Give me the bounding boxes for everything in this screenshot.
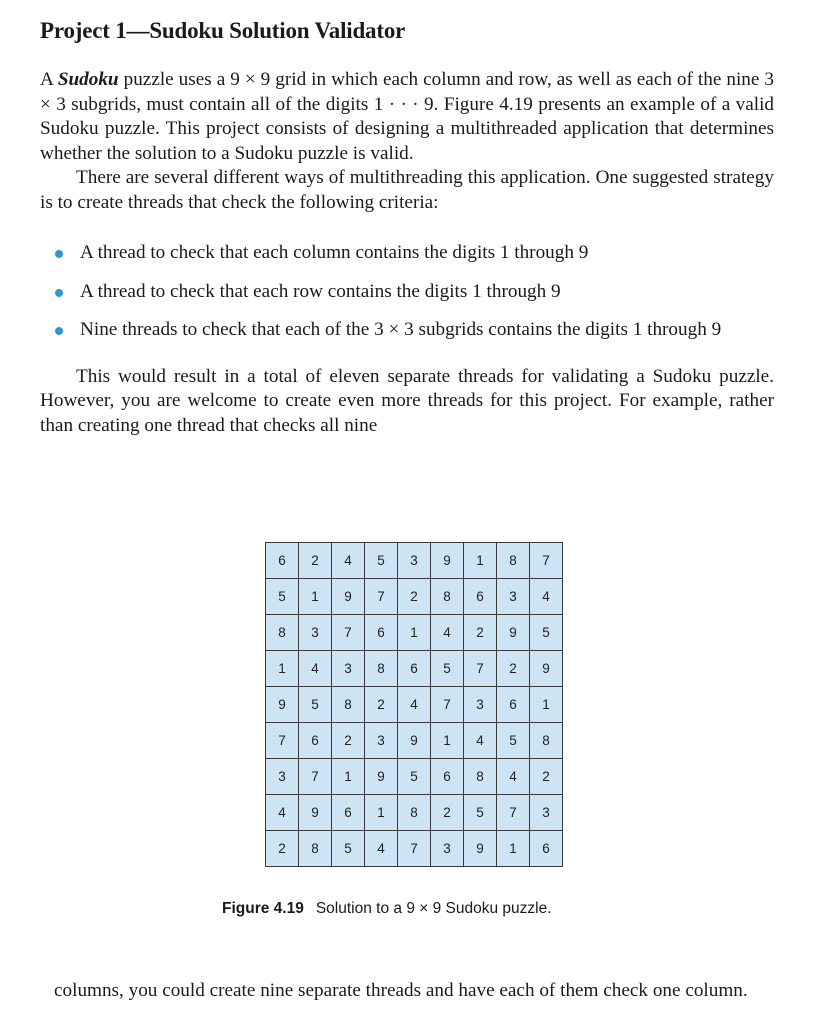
- sudoku-cell: 6: [266, 543, 299, 579]
- sudoku-cell: 5: [299, 687, 332, 723]
- sudoku-cell: 8: [464, 759, 497, 795]
- sudoku-cell: 9: [464, 831, 497, 867]
- sudoku-cell: 9: [398, 723, 431, 759]
- sudoku-cell: 1: [365, 795, 398, 831]
- sudoku-cell: 2: [299, 543, 332, 579]
- sudoku-cell: 6: [365, 615, 398, 651]
- sudoku-cell: 4: [530, 579, 563, 615]
- sudoku-cell: 7: [332, 615, 365, 651]
- sudoku-cell: 6: [431, 759, 464, 795]
- sudoku-grid: [265, 542, 563, 867]
- sudoku-cell: 1: [530, 687, 563, 723]
- sudoku-emphasis: Sudoku: [57, 69, 119, 90]
- sudoku-cell: 1: [299, 579, 332, 615]
- sudoku-cell: 3: [398, 543, 431, 579]
- continuation-paragraph: columns, you could create nine separate threads and have each of them check one column.: [54, 980, 748, 1002]
- sudoku-cell: 3: [497, 579, 530, 615]
- criteria-text: Nine threads to check that each of the 3 × 3 subgrids contains the digits 1 through 9: [80, 319, 722, 340]
- sudoku-cell: 5: [431, 651, 464, 687]
- sudoku-cell: 3: [299, 615, 332, 651]
- sudoku-row: [266, 651, 563, 687]
- sudoku-cell: 9: [431, 543, 464, 579]
- sudoku-cell: 4: [464, 723, 497, 759]
- sudoku-cell: 7: [398, 831, 431, 867]
- sudoku-cell: 5: [266, 579, 299, 615]
- sudoku-cell: 3: [365, 723, 398, 759]
- sudoku-cell: 2: [497, 651, 530, 687]
- sudoku-cell: 1: [431, 723, 464, 759]
- sudoku-cell: 8: [398, 795, 431, 831]
- sudoku-cell: 6: [299, 723, 332, 759]
- sudoku-cell: 6: [464, 579, 497, 615]
- sudoku-cell: 5: [530, 615, 563, 651]
- sudoku-row: [266, 615, 563, 651]
- sudoku-cell: 2: [266, 831, 299, 867]
- sudoku-row: [266, 723, 563, 759]
- bullet-dot-icon: [55, 289, 63, 297]
- sudoku-cell: 4: [332, 543, 365, 579]
- sudoku-cell: 9: [497, 615, 530, 651]
- criteria-item-columns: [40, 241, 774, 266]
- figure-label: Figure 4.19: [222, 900, 304, 917]
- sudoku-cell: 7: [497, 795, 530, 831]
- sudoku-cell: 8: [497, 543, 530, 579]
- sudoku-cell: 7: [530, 543, 563, 579]
- sudoku-cell: 2: [332, 723, 365, 759]
- result-paragraph: This would result in a total of eleven separate threads for validating a Sudoku puzzle. However, you are welcome to create even more threads for this project. For example, rather than creating one thread that checks all nine: [40, 365, 774, 436]
- sudoku-cell: 9: [365, 759, 398, 795]
- sudoku-cell: 8: [530, 723, 563, 759]
- sudoku-row: [266, 579, 563, 615]
- sudoku-cell: 5: [332, 831, 365, 867]
- intro-text-rest: puzzle uses a 9 × 9 grid in which each column and row, as well as each of the nine 3 × 3 subgrids, must contain all of the digits 1 · · · 9. Figure 4.19 presents an example of a valid Sudoku puzzle. This project consists of designing a multithreaded application that determines whether the solution to a Sudoku puzzle is valid.: [40, 69, 774, 164]
- sudoku-cell: 8: [431, 579, 464, 615]
- sudoku-cell: 3: [266, 759, 299, 795]
- sudoku-cell: 7: [299, 759, 332, 795]
- sudoku-cell: 9: [299, 795, 332, 831]
- sudoku-cell: 2: [365, 687, 398, 723]
- sudoku-cell: 5: [398, 759, 431, 795]
- sudoku-cell: 7: [365, 579, 398, 615]
- intro-paragraph: [40, 68, 774, 166]
- sudoku-cell: 4: [431, 615, 464, 651]
- criteria-text: A thread to check that each row contains the digits 1 through 9: [80, 280, 561, 302]
- sudoku-cell: 5: [497, 723, 530, 759]
- sudoku-cell: 6: [398, 651, 431, 687]
- sudoku-cell: 2: [398, 579, 431, 615]
- project-title: Project 1—Sudoku Solution Validator: [40, 18, 406, 43]
- sudoku-cell: 1: [398, 615, 431, 651]
- sudoku-cell: 7: [431, 687, 464, 723]
- sudoku-cell: 6: [497, 687, 530, 723]
- criteria-list: [40, 241, 774, 343]
- sudoku-row: [266, 543, 563, 579]
- sudoku-cell: 1: [266, 651, 299, 687]
- sudoku-cell: 3: [464, 687, 497, 723]
- sudoku-cell: 7: [464, 651, 497, 687]
- sudoku-cell: 4: [398, 687, 431, 723]
- sudoku-cell: 4: [299, 651, 332, 687]
- sudoku-cell: 6: [530, 831, 563, 867]
- figure-caption: [222, 900, 552, 918]
- sudoku-cell: 1: [332, 759, 365, 795]
- sudoku-cell: 4: [266, 795, 299, 831]
- sudoku-cell: 7: [266, 723, 299, 759]
- sudoku-cell: 3: [332, 651, 365, 687]
- sudoku-cell: 5: [365, 543, 398, 579]
- sudoku-cell: 3: [530, 795, 563, 831]
- sudoku-cell: 9: [530, 651, 563, 687]
- criteria-item-rows: [40, 280, 774, 305]
- figure-caption-text: Solution to a 9 × 9 Sudoku puzzle.: [315, 900, 552, 917]
- sudoku-cell: 4: [497, 759, 530, 795]
- sudoku-row: [266, 759, 563, 795]
- sudoku-cell: 4: [365, 831, 398, 867]
- sudoku-row: [266, 687, 563, 723]
- sudoku-cell: 8: [266, 615, 299, 651]
- sudoku-row: [266, 831, 563, 867]
- criteria-item-subgrids: [40, 318, 774, 343]
- sudoku-cell: 5: [464, 795, 497, 831]
- sudoku-cell: 1: [464, 543, 497, 579]
- sudoku-cell: 9: [266, 687, 299, 723]
- criteria-text: A thread to check that each column contains the digits 1 through 9: [80, 242, 589, 263]
- sudoku-cell: 2: [530, 759, 563, 795]
- sudoku-cell: 2: [464, 615, 497, 651]
- sudoku-cell: 3: [431, 831, 464, 867]
- strategy-paragraph: There are several different ways of multithreading this application. One suggested strategy is to create threads that check the following criteria:: [40, 167, 774, 213]
- sudoku-cell: 1: [497, 831, 530, 867]
- bullet-dot-icon: [55, 250, 63, 258]
- document-page: [40, 14, 774, 438]
- sudoku-cell: 6: [332, 795, 365, 831]
- sudoku-figure: [265, 542, 563, 867]
- sudoku-cell: 8: [332, 687, 365, 723]
- sudoku-cell: 2: [431, 795, 464, 831]
- bullet-dot-icon: [55, 327, 63, 335]
- sudoku-cell: 8: [299, 831, 332, 867]
- sudoku-cell: 9: [332, 579, 365, 615]
- intro-text-start: A: [40, 69, 58, 90]
- sudoku-row: [266, 795, 563, 831]
- sudoku-cell: 8: [365, 651, 398, 687]
